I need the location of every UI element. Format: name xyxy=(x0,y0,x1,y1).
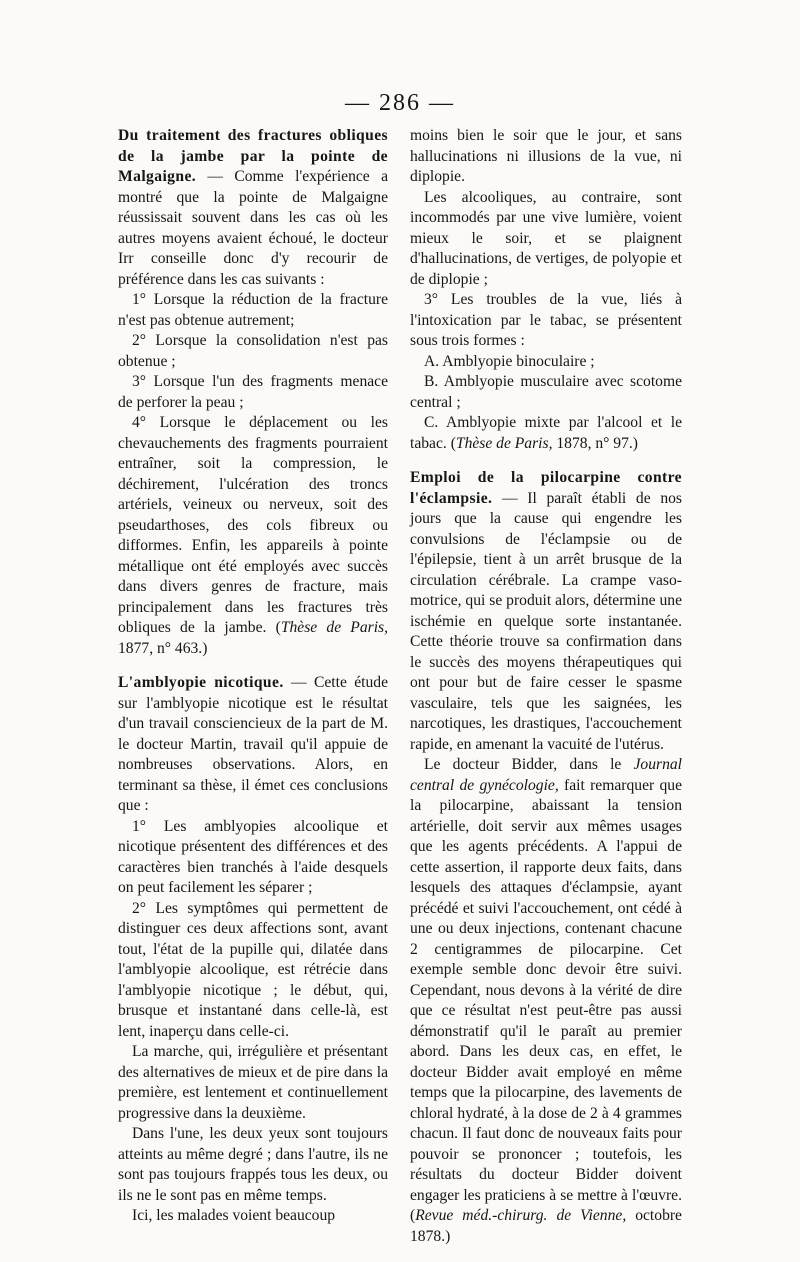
fracture-citation-tail: 1877, n° 463.) xyxy=(118,639,208,657)
bidder-paragraph xyxy=(410,755,682,1247)
pilocarpine-paragraph xyxy=(410,468,682,755)
amblyopia-item-3: 3° Les troubles de la vue, liés à l'intoxication par le tabac, se présentent sous trois formes : xyxy=(410,291,682,349)
section-heading-pilocarpine: Emploi de la pilocarpine contre l'éclampsie. xyxy=(410,469,682,507)
amblyopia-citation-tail: 1878, n° 97.) xyxy=(552,434,638,452)
pilocarpine-intro: — Il paraît établi de nos jours que la cause qui engendre les convulsions de l'éclampsie ou de l'épilepsie, tient à un arrêt brusque de la circulation cérébrale. La crampe vaso-motrice, qui se produit alors, détermine une ischémie en quelque sorte instantanée. Cette théorie trouve sa confirmation dans le succès des moyens thérapeutiques qui ont pour but de faire cesser le spasme vasculaire, tels que les saignées, les narcotiques, les drastiques, l'accouchement rapide, en amenant la vacuité de l'utérus. xyxy=(410,489,682,753)
bidder-body: fait remarquer que la pilocarpine, abaissant la tension artérielle, doit servir aux mêmes usages que les agents précédents. A l'appui de cette assertion, il rapporte deux faits, dans lesquels des attaques d'éclampsie, ayant précédé et suivi l'accouchement, ont cédé à une ou deux injections, contenant chacune 2 centigrammes de pilocarpine. Cet exemple semble donc devoir être suivi. Cependant, nous devons à la vérité de dire que ce résultat n'est peut-être pas aussi démonstratif qu'il le paraît au premier abord. Dans les deux cas, en effet, le docteur Bidder avait employé en même temps que la pilocarpine, des lavements de chloral hydraté, à la dose de 2 à 4 grammes chacun. Il faut donc de nouveaux faits pour pouvoir se prononcer ; toutefois, les résultats du docteur Bidder doivent engager les praticiens à se mettre à l'œuvre. ( xyxy=(410,776,682,1224)
amblyopia-paragraph-yeux: Dans l'une, les deux yeux sont toujours atteints au même degré ; dans l'autre, ils ne sont pas toujours frappés tous les deux, ou ils ne le sont pas en même temps. xyxy=(118,1125,388,1204)
amblyopia-item-2: 2° Les symptômes qui permettent de distinguer ces deux affections sont, avant tout, l'état de la pupille qui, dilatée dans l'amblyopie alcoolique, est rétrécie dans l'amblyopie nicotique ; le début, qui, brusque et instantané dans celle-là, est lent, inaperçu dans celle-ci. xyxy=(118,899,388,1040)
alcoholics-paragraph: Les alcooliques, au contraire, sont incommodés par une vive lumière, voient mieux le soir, et se plaignent d'hallucinations, de vertiges, de polyopie et de diplopie ; xyxy=(410,188,682,288)
amblyopia-continuation: moins bien le soir que le jour, et sans hallucinations ni illusions de la vue, ni diplopie. xyxy=(410,127,682,185)
page-number: — 286 — xyxy=(345,90,455,116)
fracture-item-2: 2° Lorsque la consolidation n'est pas obtenue ; xyxy=(118,332,388,370)
section-heading-fractures: Du traitement des fractures obliques de la jambe par la pointe de Malgaigne. xyxy=(118,127,388,185)
bidder-start: Le docteur Bidder, dans le xyxy=(424,756,634,773)
amblyopia-paragraph-marche: La marche, qui, irrégulière et présentant des alternatives de mieux et de pire dans la première, est lentement et continuellement progressive dans la deuxième. xyxy=(118,1043,388,1122)
fracture-paragraph xyxy=(118,126,388,290)
form-c xyxy=(410,413,682,454)
fracture-item-4-text: 4° Lorsque le déplacement ou les chevauchements des fragments pourraient entraîner, soit la compression, le déchirement, l'ulcération des troncs artériels, veineux ou nerveux, soit des pseudarthoses, des cols fibreux ou difformes. Enfin, les appareils à pointe métallique ont été employés avec succès dans divers genres de fracture, mais principalement dans les fractures très obliques de la jambe. ( xyxy=(118,414,388,636)
amblyopia-citation: Thèse de Paris, xyxy=(455,434,553,452)
left-column xyxy=(118,126,388,1227)
section-heading-amblyopia: L'amblyopie nicotique. xyxy=(118,674,284,691)
fracture-citation: Thèse de Paris, xyxy=(280,619,388,636)
pilocarpine-citation: Revue méd.-chirurg. de Vienne, xyxy=(415,1207,627,1224)
form-c-text: C. Amblyopie mixte par l'alcool et le tabac. ( xyxy=(410,414,682,452)
fracture-item-4 xyxy=(118,413,388,659)
amblyopia-paragraph-malades: Ici, les malades voient beaucoup xyxy=(132,1207,336,1224)
fracture-item-1: 1° Lorsque la réduction de la fracture n'est pas obtenue autrement; xyxy=(118,291,388,329)
journal-title: Journal central de gynécologie, xyxy=(410,756,682,794)
form-b: B. Amblyopie musculaire avec scotome central ; xyxy=(410,373,682,411)
amblyopia-intro: — Cette étude sur l'amblyopie nicotique est le résultat d'un travail consciencieux de la part de M. le docteur Martin, travail qu'il appuie de nombreuses observations. Alors, en terminant sa thèse, il émet ces conclusions que : xyxy=(118,674,388,814)
pilocarpine-citation-tail: octobre 1878.) xyxy=(410,1207,682,1245)
amblyopia-paragraph xyxy=(118,673,388,817)
amblyopia-item-1: 1° Les amblyopies alcoolique et nicotique présentent des différences et des caractères bien tranchés à l'aide desquels on peut facilement les séparer ; xyxy=(118,817,388,896)
fracture-item-3: 3° Lorsque l'un des fragments menace de perforer la peau ; xyxy=(118,373,388,411)
fracture-intro: — Comme l'expérience a montré que la pointe de Malgaigne réussissait souvent dans les cas où les autres moyens avaient échoué, le docteur Irr conseille donc d'y recourir de préférence dans les cas suivants : xyxy=(118,168,388,288)
form-a: A. Amblyopie binoculaire ; xyxy=(424,352,595,370)
right-column xyxy=(410,126,682,1247)
